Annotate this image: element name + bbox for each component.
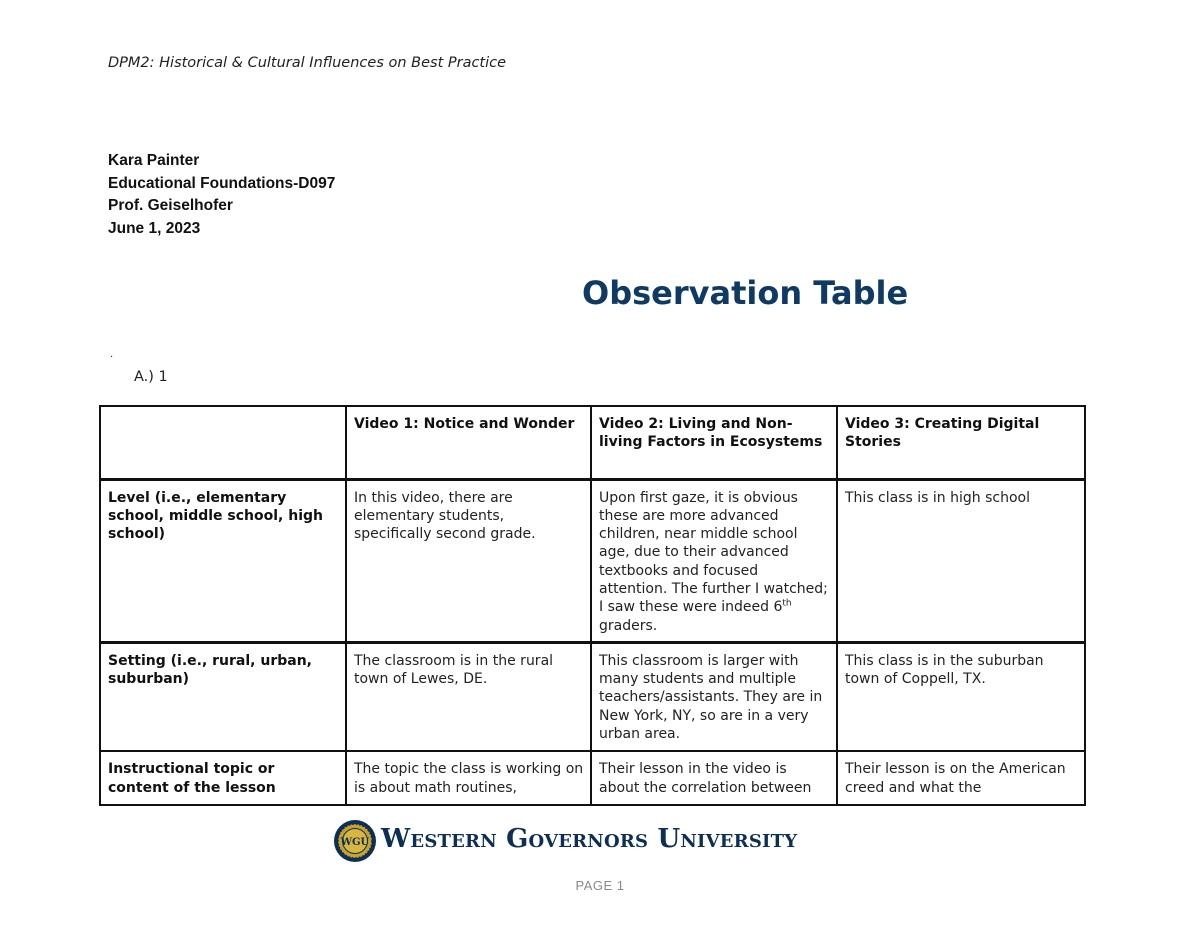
table-cell: The classroom is in the rural town of Lewes, DE. xyxy=(346,642,591,751)
superscript: th xyxy=(782,598,792,609)
table-cell: This class is in the suburban town of Coppell, TX. xyxy=(837,642,1085,751)
column-header-video-1: Video 1: Notice and Wonder xyxy=(346,406,591,479)
cell-text-tail: graders. xyxy=(599,617,658,634)
cell-text: Upon first gaze, it is obvious these are more advanced children, near middle school age, due to their advanced textbooks and focused attention. The further I watched; I saw these were indeed 6 xyxy=(599,489,828,616)
author-name: Kara Painter xyxy=(108,152,200,169)
column-header-video-2: Video 2: Living and Non-living Factors in Ecosystems xyxy=(591,406,837,479)
column-header-video-3: Video 3: Creating Digital Stories xyxy=(837,406,1085,479)
wgu-seal-icon xyxy=(333,819,377,863)
page-number: PAGE 1 xyxy=(575,878,625,893)
seal-monogram: WGU xyxy=(340,837,370,848)
table-row xyxy=(100,479,1085,642)
course-name: Educational Foundations-D097 xyxy=(108,174,336,192)
table-cell: Their lesson is on the American creed and what the xyxy=(837,751,1085,805)
table-corner-cell xyxy=(100,406,346,479)
document-date: June 1, 2023 xyxy=(108,219,201,237)
wgu-logo xyxy=(333,818,843,864)
table-cell: Their lesson in the video is about the correlation between xyxy=(591,751,837,805)
section-label: A.) 1 xyxy=(134,369,168,385)
table-cell: The topic the class is working on is about math routines, xyxy=(346,751,591,805)
document-header: DPM2: Historical & Cultural Influences on Best Practice xyxy=(108,55,507,71)
author-block xyxy=(108,150,335,240)
table-cell xyxy=(591,479,837,642)
row-header-topic: Instructional topic or content of the lesson xyxy=(100,751,346,805)
row-header-level: Level (i.e., elementary school, middle school, high school) xyxy=(100,479,346,642)
professor-name: Prof. Geiselhofer xyxy=(108,197,233,214)
page-title: Observation Table xyxy=(582,274,909,312)
row-header-setting: Setting (i.e., rural, urban, suburban) xyxy=(100,642,346,751)
table-header-row xyxy=(100,406,1085,479)
wgu-logo-text: Western Governors University xyxy=(381,824,798,854)
table-row xyxy=(100,751,1085,805)
observation-table xyxy=(99,405,1086,806)
table-cell: This class is in high school xyxy=(837,479,1085,642)
table-row xyxy=(100,642,1085,751)
table-cell: This classroom is larger with many students and multiple teachers/assistants. They are in New York, NY, so are in a very urban area. xyxy=(591,642,837,751)
bullet-marker: · xyxy=(110,352,114,363)
table-cell: In this video, there are elementary students, specifically second grade. xyxy=(346,479,591,642)
